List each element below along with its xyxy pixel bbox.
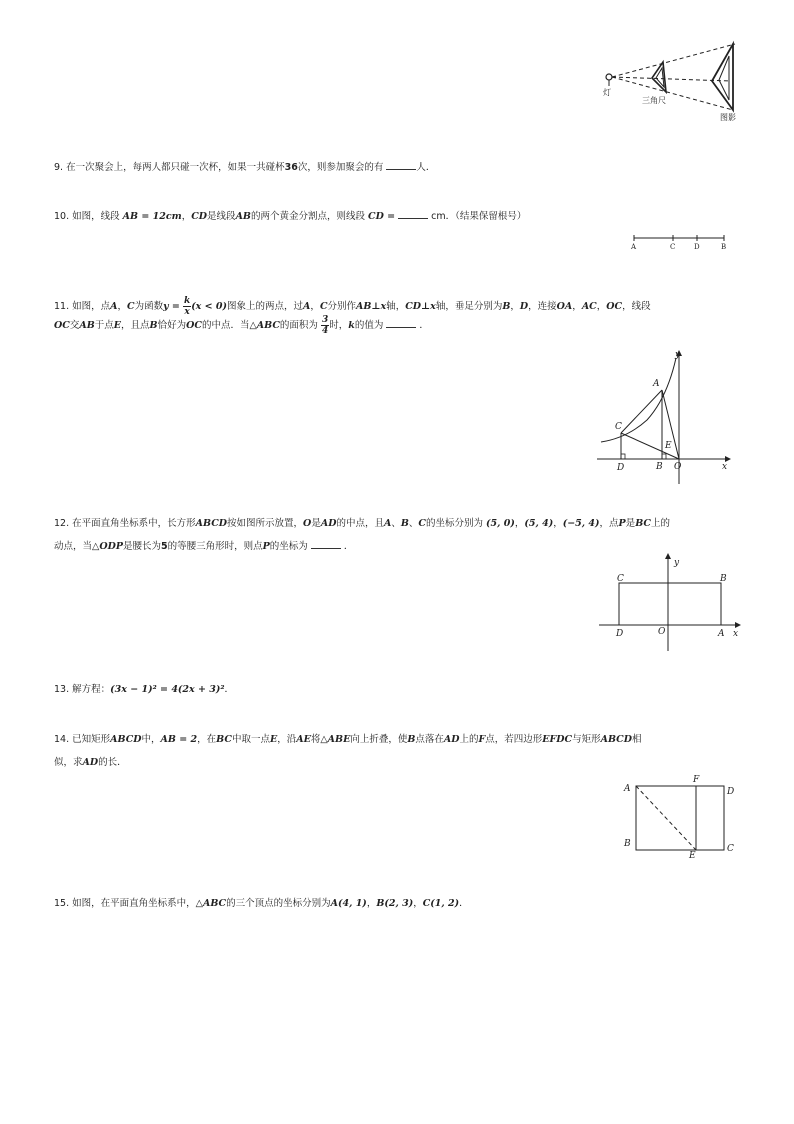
lamp-label: 灯 — [603, 88, 611, 97]
shadow-label: 图影 — [720, 113, 736, 122]
svg-text:B: B — [720, 574, 727, 584]
rectangle-coordinate-figure — [597, 553, 747, 653]
question-12: 12. 在平面直角坐标系中，长方形ABCD按如图所示放置，O是AD的中点，且A、B、C的坐标分别为 (5, 0)，(5, 4)，(−5, 4)，点P是BC上的 动点，当△ODP是腰长为5的等腰三角形时，则点P的坐标为 ． — [54, 518, 670, 552]
question-14: 14. 已知矩形ABCD中，AB = 2，在BC中取一点E，沿AE将△ABE向上折叠，使B点落在AD上的F点，若四边形EFDC与矩形ABCD相 似，求AD的长． — [54, 734, 642, 768]
svg-text:O: O — [674, 462, 682, 472]
segment-figure — [630, 232, 730, 252]
svg-text:E: E — [689, 851, 696, 861]
k-over-x: $\frac{k}{x}$ — [183, 296, 191, 317]
svg-text:A: A — [631, 243, 637, 251]
svg-text:D: D — [694, 243, 700, 251]
svg-text:B: B — [624, 839, 631, 849]
svg-text:D: D — [727, 787, 735, 797]
svg-text:C: C — [617, 574, 624, 584]
svg-text:C: C — [670, 243, 676, 251]
answer-blank — [386, 317, 416, 328]
answer-blank — [398, 208, 428, 219]
svg-text:E: E — [665, 441, 672, 451]
ruler-label: 三角尺 — [642, 96, 666, 105]
lamp-icon — [606, 74, 612, 80]
svg-text:x: x — [722, 462, 728, 472]
svg-text:F: F — [693, 775, 700, 785]
svg-text:A: A — [718, 629, 725, 639]
svg-text:A: A — [653, 379, 660, 389]
hyperbola-figure — [597, 348, 737, 488]
question-13: 13. 解方程：(3x − 1)² = 4(2x + 3)²． — [54, 684, 235, 695]
svg-text:B: B — [721, 243, 727, 251]
lamp-projection-figure — [600, 40, 740, 125]
area-fraction: $\frac{3}{4}$ — [321, 315, 329, 336]
svg-text:y: y — [674, 558, 680, 568]
svg-text:B: B — [656, 462, 663, 472]
question-10: 10. 如图，线段 AB = 12cm，CD是线段AB的两个黄金分割点，则线段 CD = cm．（结果保留根号） — [54, 205, 744, 228]
question-9: 9. 在一次聚会上，每两人都只碰一次杯，如果一共碰杯36次，则参加聚会的有 人． — [54, 156, 744, 179]
answer-blank — [311, 538, 341, 549]
folding-rectangle-figure — [618, 772, 748, 862]
svg-text:C: C — [727, 844, 734, 854]
question-11: 11. 如图，点A，C为函数y = $\frac{k}{x}$ (x < 0)图象上的两点，过A，C分别作AB⊥x轴，CD⊥x轴，垂足分别为B，D，连接OA，AC，OC，线段 OC交AB于点E，且点B恰好为OC的中点．当△ABC的面积为 $\frac{3}{4}$ 时，k的值为 ． — [54, 296, 651, 336]
svg-text:D: D — [617, 463, 625, 473]
svg-text:y: y — [675, 350, 681, 360]
question-15: 15. 如图，在平面直角坐标系中，△ABC的三个顶点的坐标分别为A(4, 1)，B(2, 3)，C(1, 2)． — [54, 898, 469, 909]
shadow-shape — [712, 44, 733, 110]
svg-text:C: C — [615, 422, 622, 432]
svg-text:D: D — [616, 629, 624, 639]
svg-text:O: O — [658, 627, 666, 637]
svg-text:A: A — [624, 784, 631, 794]
answer-blank — [386, 159, 416, 170]
svg-text:x: x — [733, 629, 739, 639]
